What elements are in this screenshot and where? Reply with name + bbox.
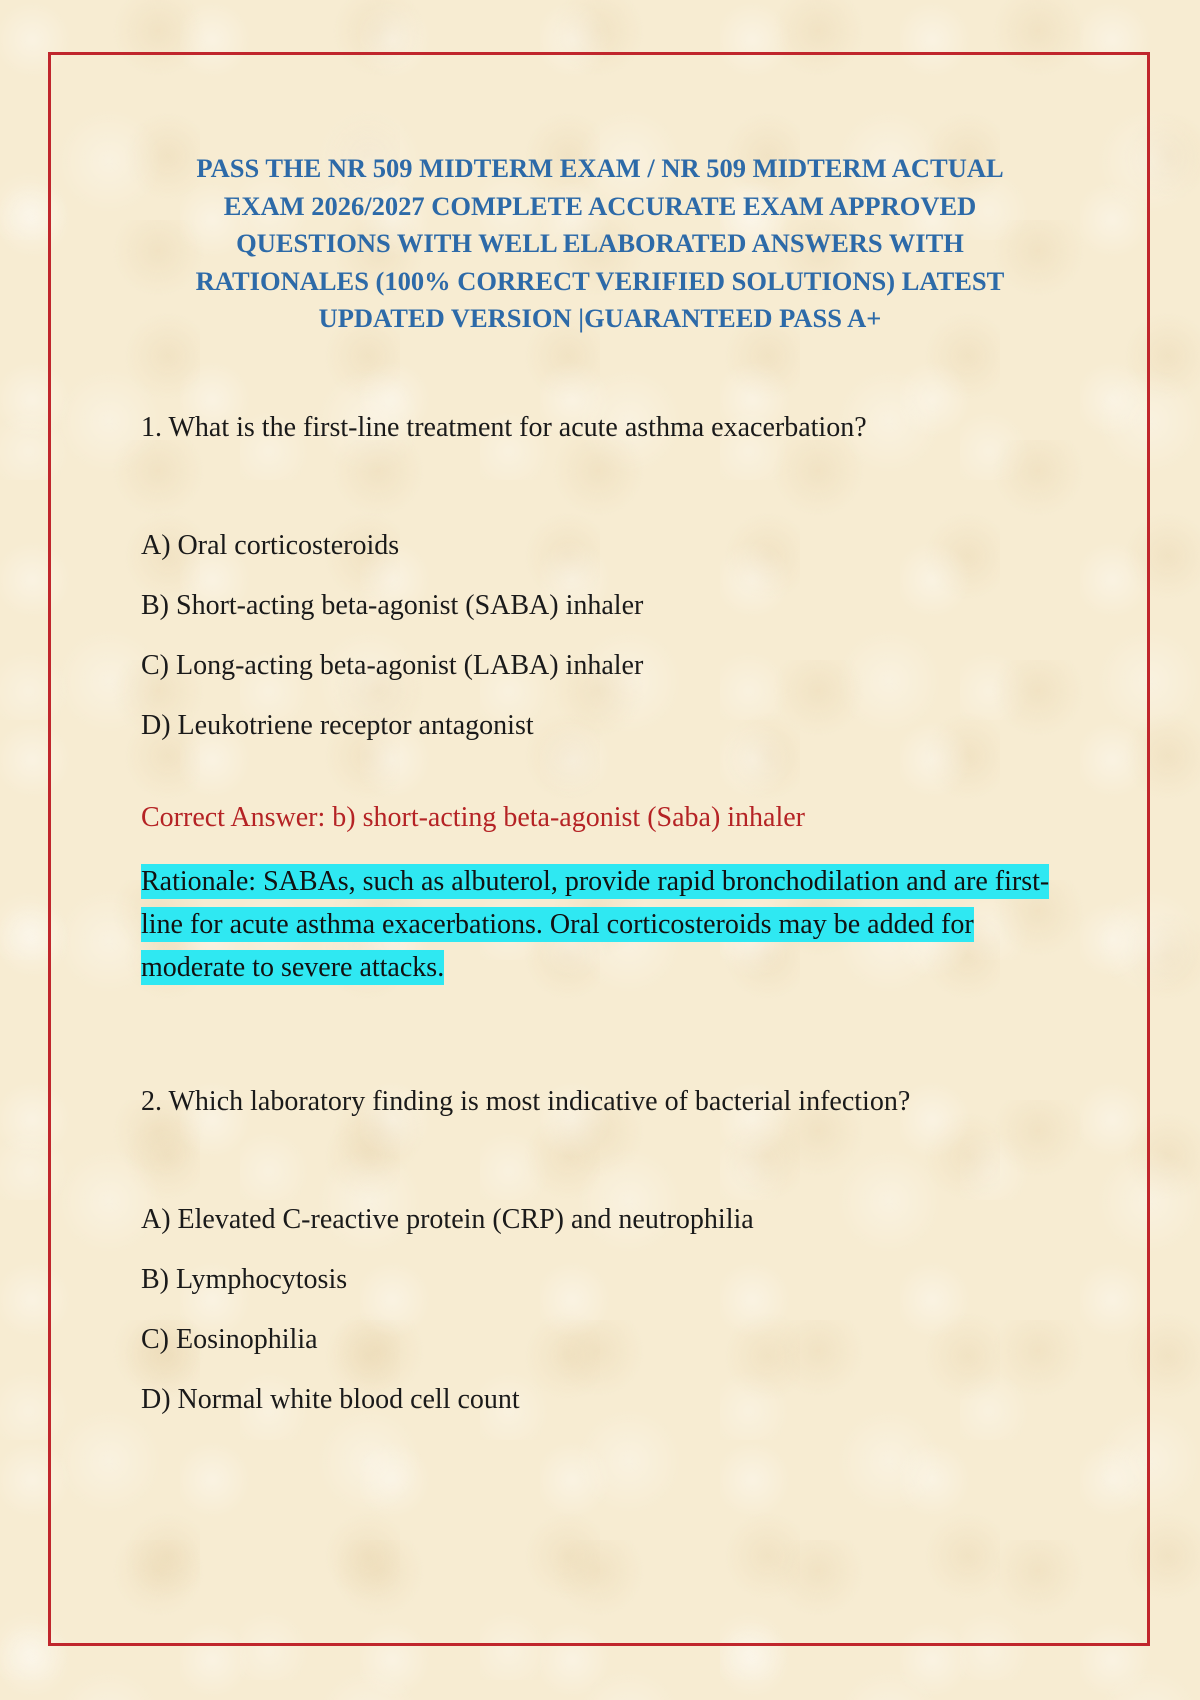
question-2-option-b: B) Lymphocytosis	[141, 1264, 348, 1295]
question-2-option-c: C) Eosinophilia	[141, 1324, 318, 1355]
question-1-options	[141, 528, 1081, 744]
exam-content	[141, 410, 1081, 1442]
question-2-prompt: 2. Which laboratory finding is most indicative of bacterial infection?	[141, 1086, 911, 1117]
question-2-options	[141, 1202, 1081, 1418]
question-2-option-d: D) Normal white blood cell count	[141, 1384, 520, 1415]
question-1-option-c: C) Long-acting beta-agonist (LABA) inhaler	[141, 650, 644, 681]
question-1-prompt: 1. What is the first-line treatment for acute asthma exacerbation?	[141, 412, 867, 443]
question-1-option-d: D) Leukotriene receptor antagonist	[141, 710, 534, 741]
question-1-rationale	[141, 860, 1081, 989]
rationale-highlight: Rationale: SABAs, such as albuterol, provide rapid bronchodilation and are first-line for acute asthma exacerbations. Oral corticosteroids may be added for moderate to severe attacks.	[141, 866, 1050, 983]
question-1-option-a: A) Oral corticosteroids	[141, 530, 400, 561]
question-1-correct-answer: Correct Answer: b) short-acting beta-agonist (Saba) inhaler	[141, 802, 806, 833]
question-1-option-b: B) Short-acting beta-agonist (SABA) inhaler	[141, 590, 644, 621]
question-2-option-a: A) Elevated C-reactive protein (CRP) and neutrophilia	[141, 1204, 754, 1235]
document-title: PASS THE NR 509 MIDTERM EXAM / NR 509 MIDTERM ACTUAL EXAM 2026/2027 COMPLETE ACCURATE EXAM APPROVED QUESTIONS WITH WELL ELABORATED ANSWERS WITH RATIONALES (100% CORRECT VERIFIED SOLUTIONS) LATEST UPDATED VERSION |GUARANTEED PASS A+	[195, 153, 1005, 333]
question-2	[141, 1084, 1081, 1418]
question-1	[141, 410, 1081, 989]
